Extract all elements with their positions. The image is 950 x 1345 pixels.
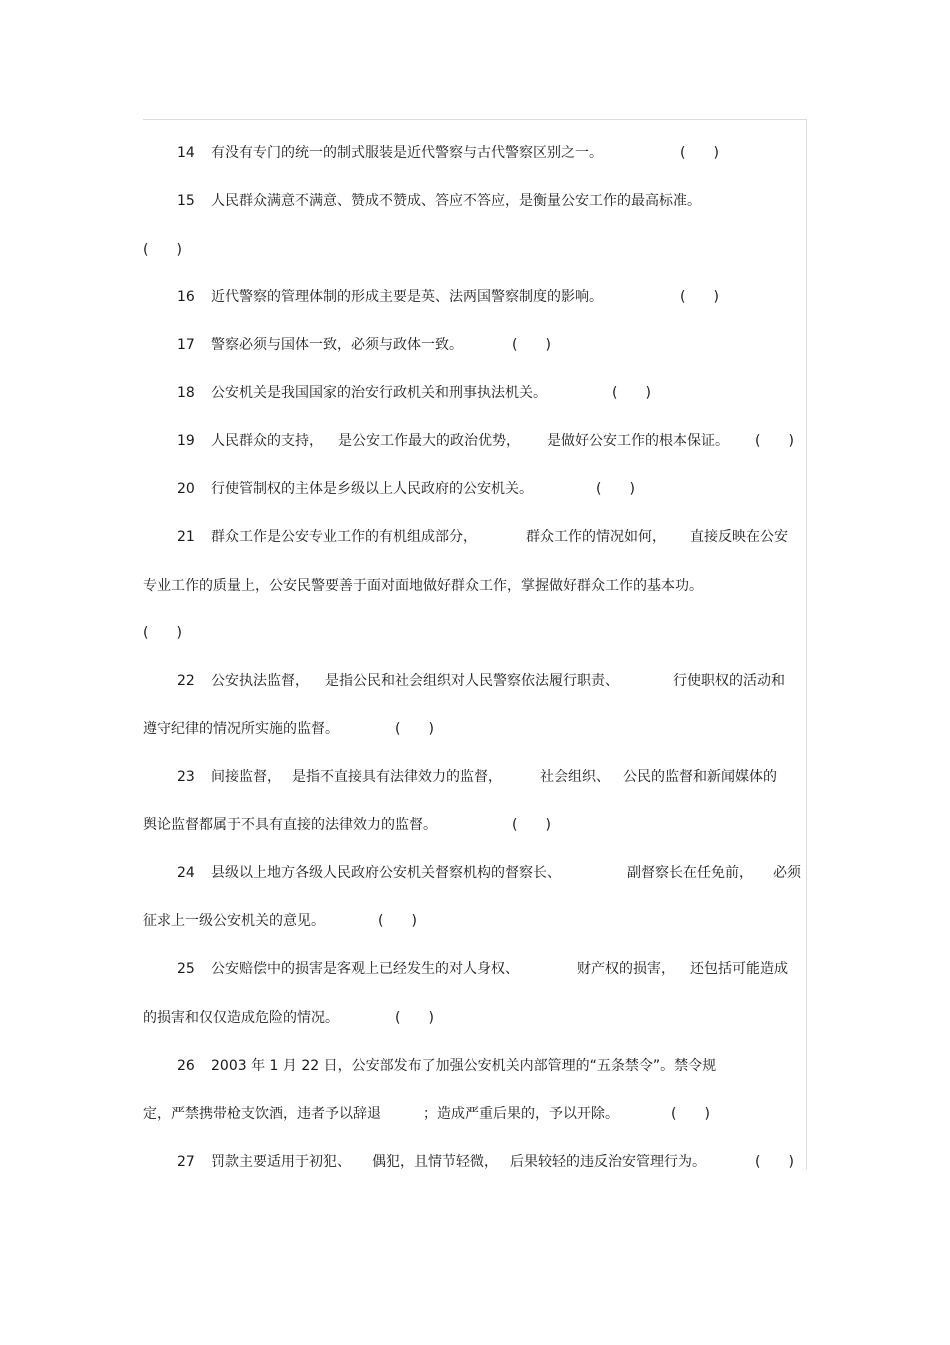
question-text: ；造成严重后果的，予以开除。 [423, 1106, 619, 1122]
answer-blank[interactable]: ( ) [512, 337, 551, 353]
question-text: 是做好公安工作的根本保证。 [547, 433, 729, 449]
answer-blank[interactable]: ( ) [395, 721, 434, 737]
question-text: 定，严禁携带枪支饮酒，违者予以辞退 [143, 1106, 381, 1122]
question-number: 19 [177, 433, 195, 449]
question-text: 人民群众满意不满意、赞成不赞成、答应不答应，是衡量公安工作的最高标准。 [211, 193, 701, 209]
question-25 [143, 958, 806, 980]
question-number: 26 [177, 1058, 195, 1074]
question-26-line-2 [143, 1103, 806, 1125]
question-text: 群众工作是公安专业工作的有机组成部分， [211, 529, 477, 545]
question-number: 16 [177, 289, 195, 305]
answer-blank[interactable]: ( ) [143, 242, 182, 258]
answer-blank[interactable]: ( ) [512, 817, 551, 833]
question-text: 行使管制权的主体是乡级以上人民政府的公安机关。 [211, 481, 533, 497]
answer-blank[interactable]: ( ) [755, 1154, 794, 1170]
question-text: 征求上一级公安机关的意见。 [143, 913, 325, 929]
question-text: 偶犯，且情节轻微， [372, 1154, 498, 1170]
question-23-line-2 [143, 814, 806, 836]
question-number: 17 [177, 337, 195, 353]
question-number: 27 [177, 1154, 195, 1170]
answer-blank[interactable]: ( ) [395, 1010, 434, 1026]
question-21-line-2 [143, 575, 806, 597]
question-24-line-2 [143, 910, 806, 932]
question-text: 专业工作的质量上，公安民警要善于面对面地做好群众工作，掌握做好群众工作的基本功。 [143, 578, 703, 594]
question-number: 14 [177, 145, 195, 161]
answer-blank[interactable]: ( ) [143, 625, 182, 641]
question-15-blank-line [143, 239, 806, 261]
question-text: 行使职权的活动和 [673, 673, 785, 689]
answer-blank[interactable]: ( ) [596, 481, 635, 497]
question-number: 22 [177, 673, 195, 689]
question-text: 的损害和仅仅造成危险的情况。 [143, 1010, 339, 1026]
question-15 [143, 190, 806, 212]
answer-blank[interactable]: ( ) [671, 1106, 710, 1122]
question-text: 遵守纪律的情况所实施的监督。 [143, 721, 339, 737]
question-text: 近代警察的管理体制的形成主要是英、法两国警察制度的影响。 [211, 289, 603, 305]
question-text: 舆论监督都属于不具有直接的法律效力的监督。 [143, 817, 437, 833]
question-number: 18 [177, 385, 195, 401]
question-number: 21 [177, 529, 195, 545]
question-text: 社会组织、 [540, 769, 610, 785]
question-number: 25 [177, 961, 195, 977]
question-text: 2003 年 1 月 22 日，公安部发布了加强公安机关内部管理的“五条禁令”。禁令规 [211, 1058, 717, 1074]
question-number: 15 [177, 193, 195, 209]
question-22-line-2 [143, 718, 806, 740]
question-number: 20 [177, 481, 195, 497]
question-27 [143, 1151, 806, 1173]
question-text: 群众工作的情况如何， [526, 529, 666, 545]
question-text: 是指不直接具有法律效力的监督， [292, 769, 502, 785]
question-19 [143, 430, 806, 452]
question-25-line-2 [143, 1007, 806, 1029]
answer-blank[interactable]: ( ) [612, 385, 651, 401]
question-text: 公民的监督和新闻媒体的 [623, 769, 777, 785]
question-text: 有没有专门的统一的制式服装是近代警察与古代警察区别之一。 [211, 145, 603, 161]
question-text: 还包括可能造成 [690, 961, 788, 977]
answer-blank[interactable]: ( ) [378, 913, 417, 929]
question-text: 公安机关是我国国家的治安行政机关和刑事执法机关。 [211, 385, 547, 401]
question-14 [143, 142, 806, 164]
question-text: 直接反映在公安 [690, 529, 788, 545]
answer-blank[interactable]: ( ) [680, 289, 719, 305]
question-text: 是指公民和社会组织对人民警察依法履行职责、 [325, 673, 619, 689]
question-text: 副督察长在任免前， [627, 865, 753, 881]
question-18 [143, 382, 806, 404]
question-text: 警察必须与国体一致，必须与政体一致。 [211, 337, 463, 353]
question-21 [143, 526, 806, 548]
question-text: 间接监督， [211, 769, 281, 785]
question-21-blank-line [143, 622, 806, 644]
question-text: 是公安工作最大的政治优势， [338, 433, 520, 449]
answer-blank[interactable]: ( ) [680, 145, 719, 161]
question-22 [143, 670, 806, 692]
question-number: 23 [177, 769, 195, 785]
question-text: 必须 [773, 865, 801, 881]
question-text: 人民群众的支持， [211, 433, 323, 449]
question-text: 财产权的损害， [577, 961, 675, 977]
question-text: 公安赔偿中的损害是客观上已经发生的对人身权、 [211, 961, 519, 977]
question-16 [143, 286, 806, 308]
question-text: 公安执法监督， [211, 673, 309, 689]
question-26 [143, 1055, 806, 1077]
question-23 [143, 766, 806, 788]
question-number: 24 [177, 865, 195, 881]
question-17 [143, 334, 806, 356]
question-20 [143, 478, 806, 500]
question-text: 罚款主要适用于初犯、 [211, 1154, 351, 1170]
question-text: 县级以上地方各级人民政府公安机关督察机构的督察长、 [211, 865, 561, 881]
question-24 [143, 862, 806, 884]
question-text: 后果较轻的违反治安管理行为。 [510, 1154, 706, 1170]
answer-blank[interactable]: ( ) [755, 433, 794, 449]
